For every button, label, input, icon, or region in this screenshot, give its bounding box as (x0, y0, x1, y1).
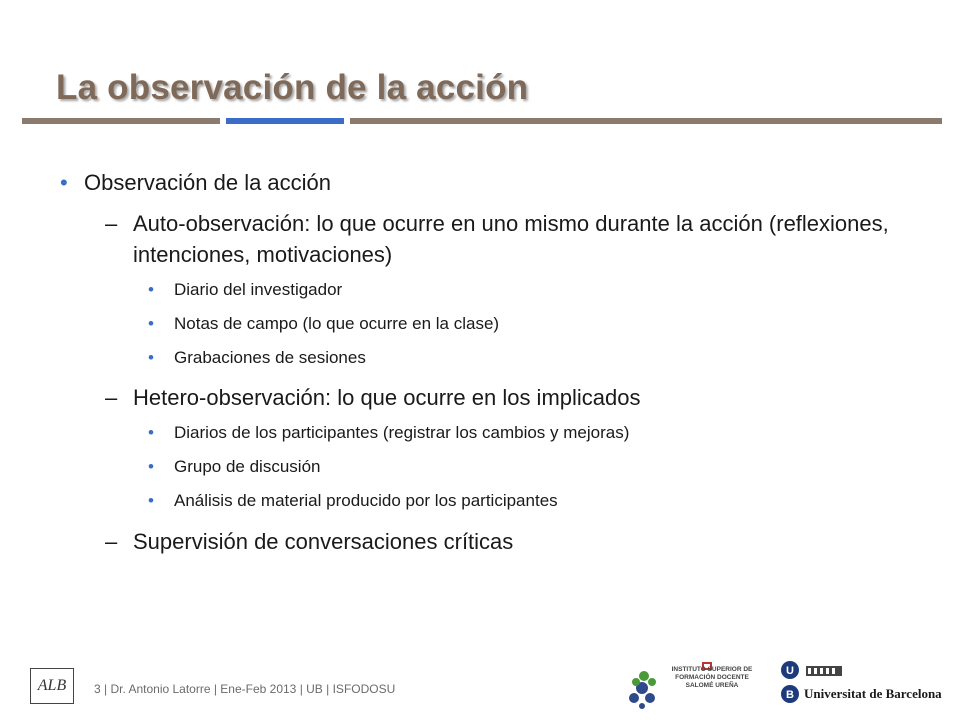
author-signature-logo (30, 668, 74, 704)
footer-text: 3 | Dr. Antonio Latorre | Ene-Feb 2013 | UB | ISFODOSU (94, 682, 396, 696)
sub-sub-item (148, 491, 558, 511)
sub-sub-item (148, 314, 499, 334)
sub-sub-item-text: Grabaciones de sesiones (174, 348, 366, 367)
sub-item-text: Hetero-observación: lo que ocurre en los implicados (133, 385, 641, 410)
slide-title: La observación de la acción (56, 68, 529, 107)
bullet-icon: • (148, 280, 154, 299)
bullet-text: Observación de la acción (84, 170, 332, 195)
bullet-icon: • (148, 423, 154, 442)
title-rule-left (22, 118, 220, 124)
sub-sub-item-text: Diarios de los participantes (registrar los cambios y mejoras) (174, 423, 630, 442)
bullet-icon: • (148, 491, 154, 510)
sub-sub-item-text: Grupo de discusión (174, 457, 321, 476)
sub-item-text: Supervisión de conversaciones críticas (133, 529, 514, 554)
sub-sub-item (148, 423, 629, 443)
bullet-icon: • (60, 170, 68, 195)
signature-logo-text: ALB (37, 677, 67, 694)
bullet-item (60, 170, 331, 196)
sub-item-text: Auto-observación: lo que ocurre en uno mismo durante la acción (reflexiones, intenciones, motivaciones) (133, 211, 889, 267)
sub-sub-item-text: Diario del investigador (174, 280, 343, 299)
sub-sub-item (148, 348, 366, 368)
sub-sub-item (148, 280, 342, 300)
title-rule-accent (226, 118, 344, 124)
sub-item (105, 382, 905, 413)
sub-item (105, 208, 905, 270)
university-logo-text: Universitat de Barcelona (804, 686, 942, 701)
dash-icon: – (105, 211, 118, 236)
sub-sub-item-text: Notas de campo (lo que ocurre en la clase) (174, 314, 500, 333)
sub-sub-item (148, 457, 320, 477)
dash-icon: – (105, 385, 118, 410)
svg-text:U: U (786, 665, 794, 677)
bullet-icon: • (148, 348, 154, 367)
sub-sub-item-text: Análisis de material producido por los participantes (174, 491, 558, 510)
svg-text:B: B (786, 689, 794, 701)
bullet-icon: • (148, 457, 154, 476)
institute-logo-text: INSTITUTO SUPERIOR DE FORMACIÓN DOCENTE SALOMÉ UREÑA (671, 666, 753, 689)
bullet-icon: • (148, 314, 154, 333)
sub-item (105, 526, 905, 557)
title-rule-right (350, 118, 942, 124)
dash-icon: – (105, 529, 118, 554)
